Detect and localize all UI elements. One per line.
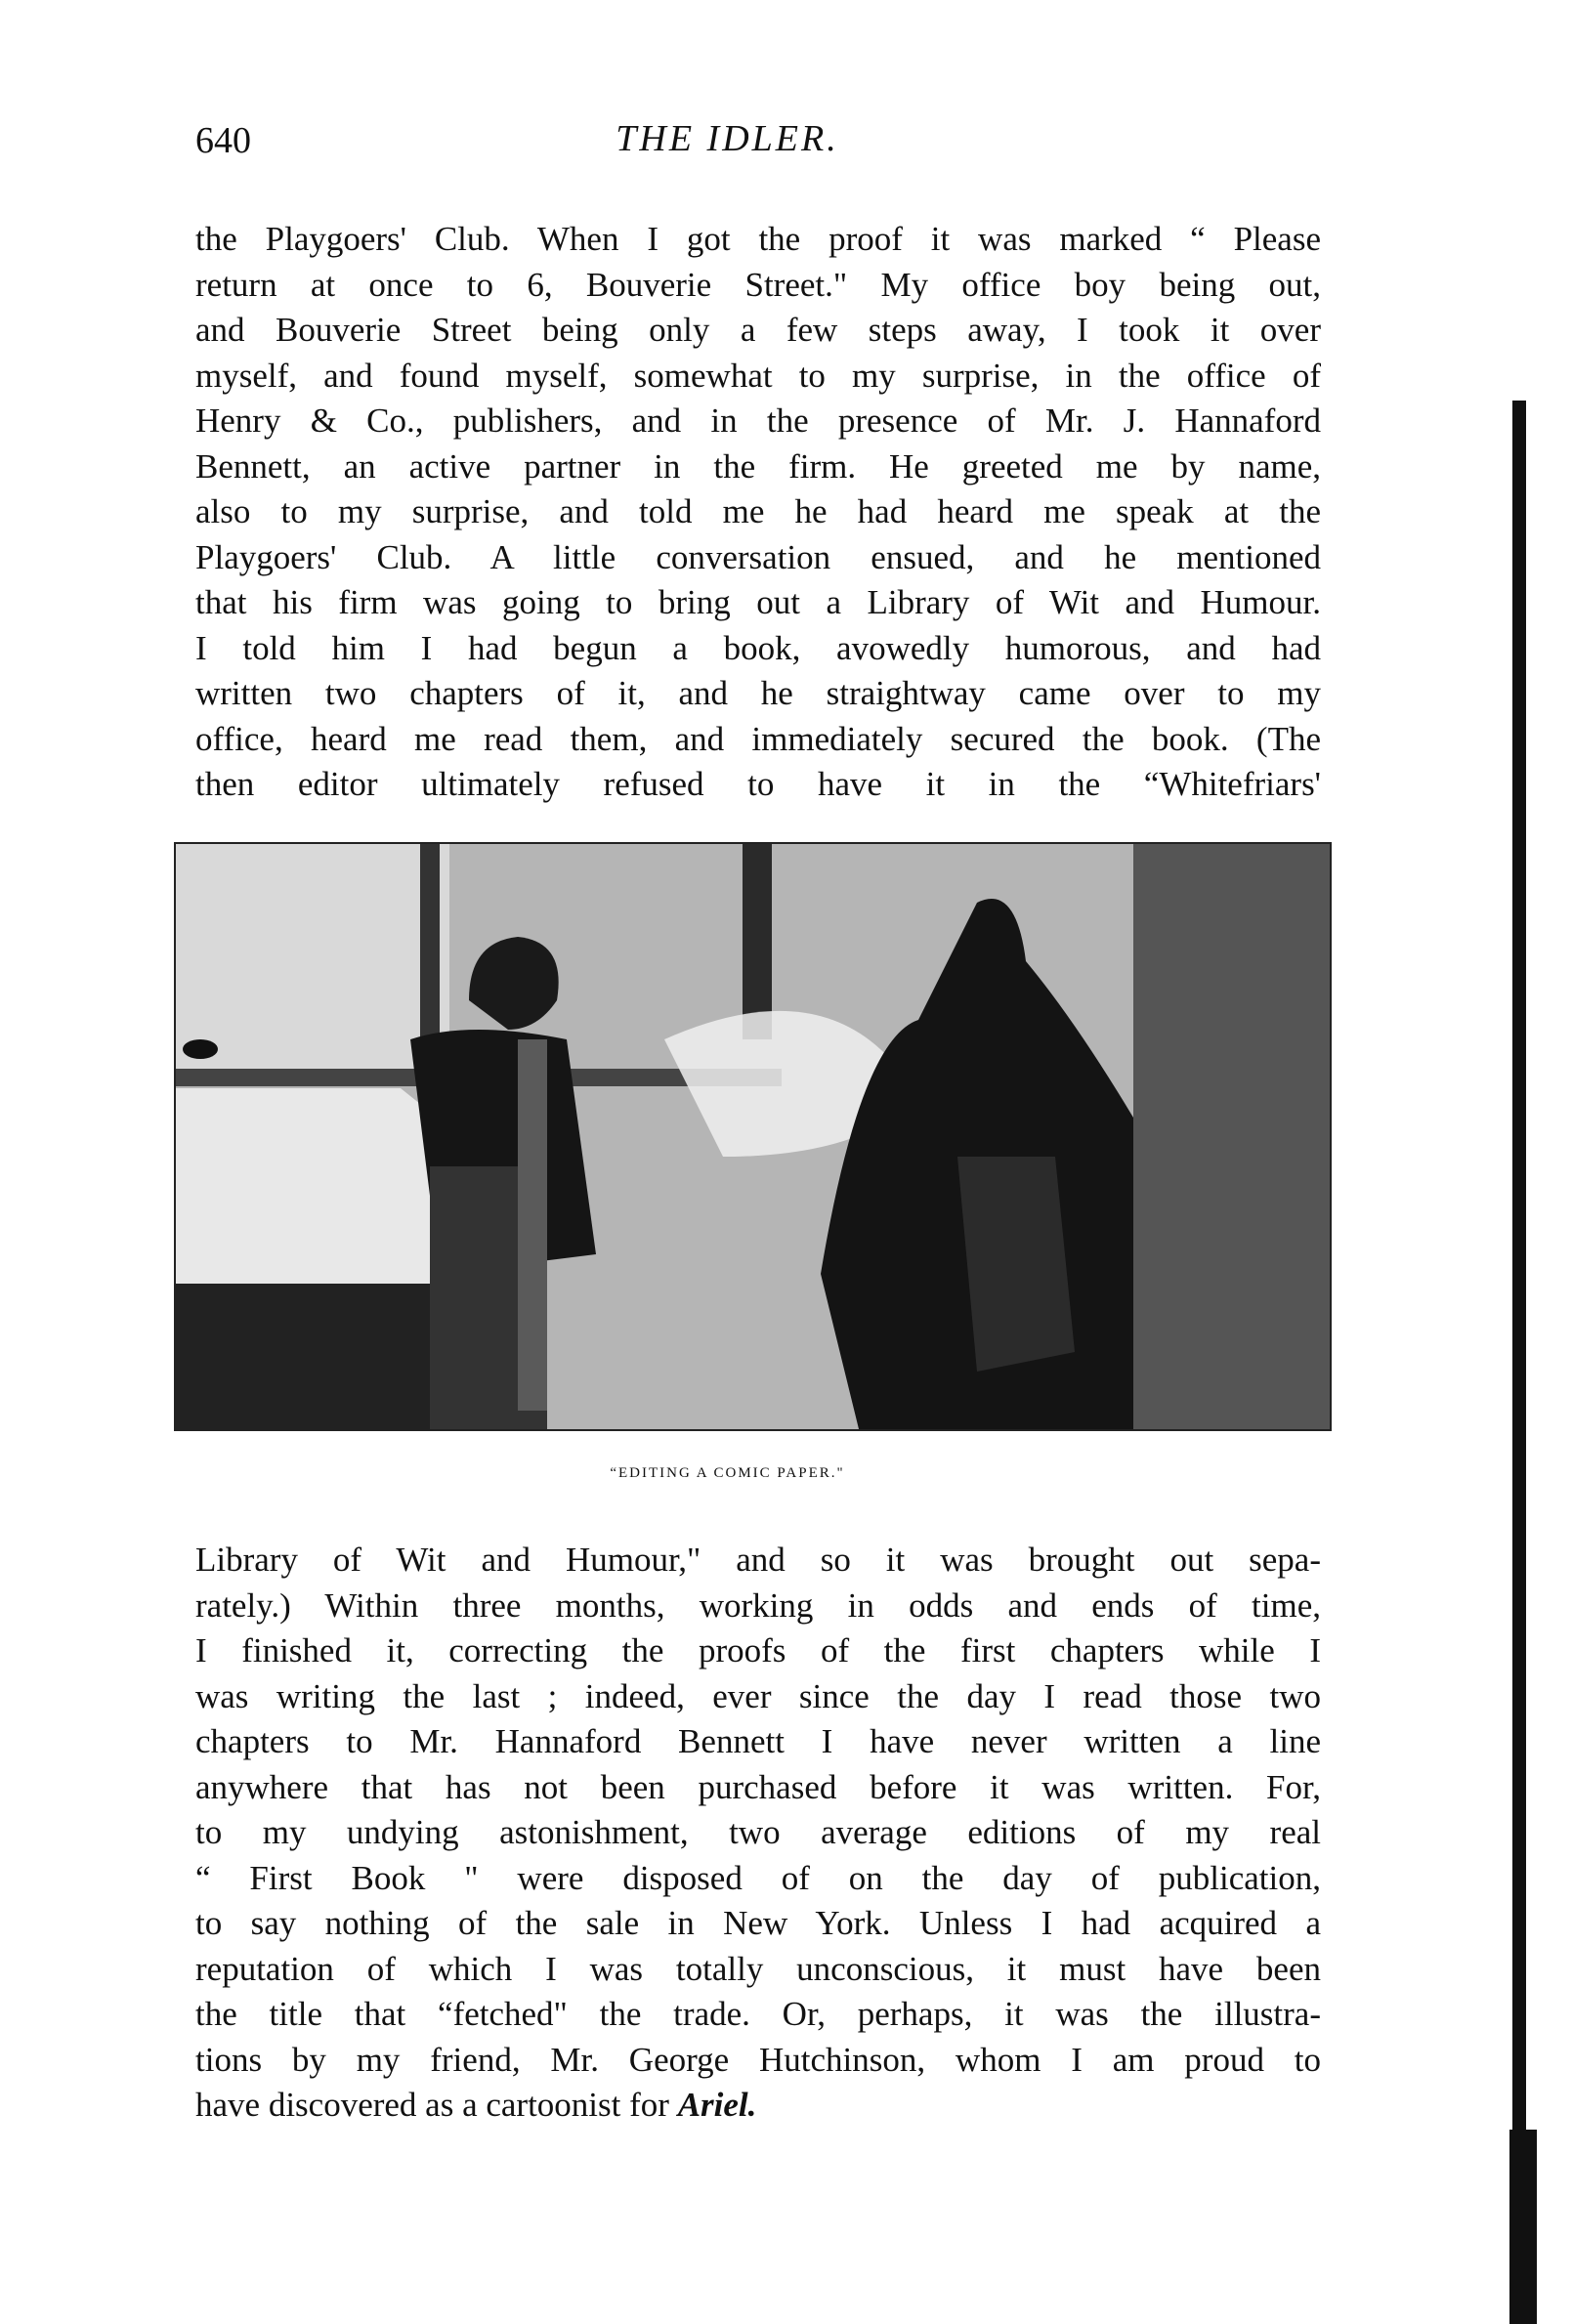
paragraph-2 (195, 1538, 1321, 2129)
text-line: and Bouverie Street being only a few steps away, I took it over (195, 311, 1321, 349)
illustration-drawing (176, 844, 1332, 1431)
text-line: the Playgoers' Club. When I got the proof it was marked “ Please (195, 220, 1321, 258)
text-line: “ First Book " were disposed of on the day of publication, (195, 1858, 1321, 1897)
scan-edge-shadow (1512, 401, 1526, 2324)
illustration (174, 842, 1332, 1431)
paragraph-1 (195, 217, 1321, 808)
text-line: return at once to 6, Bouverie Street." My office boy being out, (195, 265, 1321, 304)
ariel-title: Ariel. (677, 2086, 757, 2124)
text-line: also to my surprise, and told me he had heard me speak at the (195, 492, 1321, 530)
text-line: myself, and found myself, somewhat to my surprise, in the office of (195, 356, 1321, 395)
scan-edge-shadow-bottom (1509, 2130, 1537, 2324)
text-line: to my undying astonishment, two average editions of my real (195, 1813, 1321, 1851)
text-line: I told him I had begun a book, avowedly humorous, and had (195, 628, 1321, 667)
text-line: office, heard me read them, and immediately secured the book. (The (195, 719, 1321, 758)
text-line: Henry & Co., publishers, and in the presence of Mr. J. Hannaford (195, 401, 1321, 440)
running-title: THE IDLER. (616, 118, 839, 159)
text-line: rately.) Within three months, working in odds and ends of time, (195, 1585, 1321, 1625)
text-line-final (195, 2083, 1321, 2129)
text-line: then editor ultimately refused to have it in the “Whitefriars' (195, 765, 1321, 803)
text-line: was writing the last ; indeed, ever since the day I read those two (195, 1676, 1321, 1715)
text-line: to say nothing of the sale in New York. Unless I had acquired a (195, 1904, 1321, 1942)
text-line: Playgoers' Club. A little conversation ensued, and he mentioned (195, 537, 1321, 576)
text-line: chapters to Mr. Hannaford Bennett I have never written a line (195, 1722, 1321, 1760)
text-line: tions by my friend, Mr. George Hutchinson, whom I am proud to (195, 2040, 1321, 2079)
text-line: I finished it, correcting the proofs of the first chapters while I (195, 1631, 1321, 1669)
text-line: the title that “fetched" the trade. Or, perhaps, it was the illustra- (195, 1995, 1321, 2033)
text-line: anywhere that has not been purchased before it was written. For, (195, 1767, 1321, 1806)
page-number: 640 (195, 120, 251, 161)
final-line-text: have discovered as a cartoonist for (195, 2086, 678, 2124)
illustration-caption: “EDITING A COMIC PAPER." (610, 1465, 845, 1481)
text-line: Library of Wit and Humour," and so it was brought out sepa- (195, 1541, 1321, 1579)
text-line: written two chapters of it, and he straightway came over to my (195, 674, 1321, 712)
text-line: Bennett, an active partner in the firm. He greeted me by name, (195, 446, 1321, 486)
text-line: reputation of which I was totally unconscious, it must have been (195, 1949, 1321, 1988)
text-line: that his firm was going to bring out a Library of Wit and Humour. (195, 583, 1321, 621)
